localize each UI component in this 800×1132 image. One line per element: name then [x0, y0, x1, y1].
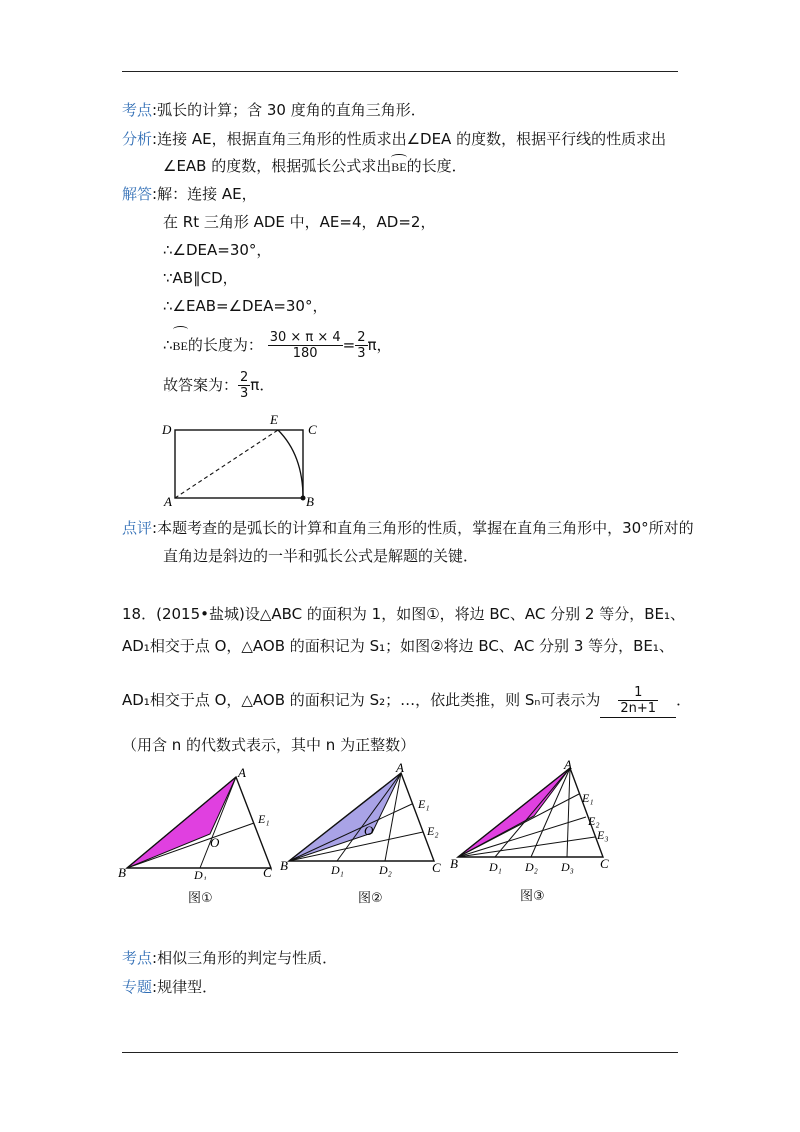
fig2-label-a: A [396, 762, 404, 775]
fig2-label-b: B [280, 858, 288, 873]
fenxi-text-2a: ∠EAB 的度数，根据弧长公式求出 [163, 157, 392, 175]
jieda-line-5: ∴∠EAB=∠DEA=30°， [163, 297, 328, 315]
pi-tail: π， [367, 336, 392, 354]
problem-18-line-3-end: ． [676, 691, 692, 709]
fenxi-line-1 [122, 129, 666, 149]
label-a: A [164, 494, 172, 509]
segment-ae [175, 430, 278, 498]
label-e: E [270, 412, 278, 427]
equals-sign: = [342, 336, 356, 354]
fig3-label-b: B [450, 856, 458, 871]
arc-eb [278, 430, 303, 498]
p18-kaodian-label: 考点 [122, 949, 153, 967]
fig2-label-d1: D₁ [331, 863, 344, 877]
fig3-label-d3: D₃ [561, 860, 574, 874]
jieda-text-1: :解：连接 AE， [152, 185, 257, 203]
fig2-label-d2: D₂ [379, 863, 392, 877]
figure-3 [450, 758, 620, 876]
p18-kaodian-line [122, 948, 337, 968]
s-n-fraction [618, 685, 658, 716]
arc-formula-denominator: 180 [268, 345, 343, 361]
fig3-label-c: C [600, 856, 609, 871]
jieda-line-4: ∵AB∥CD， [163, 269, 238, 287]
therefore-symbol: ∴ [163, 336, 173, 354]
s-n-denominator: 2n+1 [620, 701, 657, 716]
fig1-label-b: B [118, 865, 126, 880]
dianping-line-2: 直角边是斜边的一半和弧长公式是解题的关键． [163, 547, 479, 565]
fig3-label-e1: E₁ [582, 791, 594, 805]
zhuanti-text: :规律型． [152, 978, 218, 996]
problem-18-line-1: 18．(2015•盐城)设△ABC 的面积为 1，如图①，将边 BC、AC 分别 2 等分，BE₁、 [122, 605, 686, 623]
figure-2 [280, 762, 450, 877]
answer-numerator: 2 [240, 370, 249, 385]
fenxi-text-1: :连接 AE，根据直角三角形的性质求出∠DEA 的度数，根据平行线的性质求出 [152, 130, 667, 148]
fig1-label-a: A [238, 765, 246, 780]
fig3-label-d2: D₂ [525, 860, 538, 874]
arc-be-symbol-2: BE [173, 326, 188, 363]
caption-fig-3: 图③ [520, 889, 545, 904]
problem-18-line-3 [122, 683, 691, 718]
label-c: C [308, 422, 317, 437]
s-n-numerator: 1 [634, 685, 643, 700]
problem-18-line-4: （用含 n 的代数式表示，其中 n 为正整数） [122, 736, 416, 754]
jieda-line-6 [163, 326, 392, 363]
jieda-label: 解答 [122, 185, 153, 203]
fig2-label-o: O [364, 823, 374, 838]
fig1-label-o: O [210, 835, 220, 850]
answer-fraction [238, 370, 250, 401]
label-d: D [162, 422, 172, 437]
kaodian-label: 考点 [122, 101, 153, 119]
dianping-label: 点评 [122, 519, 153, 537]
answer-prefix: 故答案为： [163, 376, 239, 394]
fig2-label-e2: E₂ [427, 824, 439, 838]
answer-denominator: 3 [240, 386, 249, 401]
p18-zhuanti-line [122, 977, 217, 997]
segment-be1 [458, 794, 579, 857]
fig2-label-c: C [432, 860, 441, 875]
fig3-label-e2: E₂ [588, 814, 600, 828]
figure-1 [118, 765, 283, 880]
jieda-line-2: 在 Rt 三角形 ADE 中，AE=4，AD=2， [163, 213, 436, 231]
problem-18-line-2: AD₁相交于点 O，△AOB 的面积记为 S₁；如图②将边 BC、AC 分别 3 等分，BE₁、 [122, 637, 674, 655]
answer-tail: π． [250, 376, 275, 394]
answer-line [163, 368, 274, 402]
arc-formula-numerator: 30 × π × 4 [269, 330, 341, 345]
kaodian-line [122, 100, 426, 120]
caption-fig-1: 图① [188, 891, 213, 906]
jieda-line-3: ∴∠DEA=30°， [163, 241, 272, 259]
label-b: B [306, 494, 314, 509]
rectangle-abcd [175, 430, 303, 498]
bottom-rule [122, 1052, 678, 1053]
jieda-line-1 [122, 184, 257, 204]
fig3-label-e3: E₃ [597, 828, 609, 842]
p18-kaodian-text: :相似三角形的判定与性质． [152, 949, 338, 967]
fig3-label-d1: D₁ [489, 860, 502, 874]
fig1-label-d1: D₁ [194, 868, 207, 880]
top-rule [122, 71, 678, 72]
result-denominator: 3 [357, 346, 366, 361]
result-fraction [355, 330, 367, 361]
problem-18-line-3-text: AD₁相交于点 O，△AOB 的面积记为 S₂；…，依此类推，则 Sₙ可表示为 [122, 691, 601, 709]
fenxi-line-2 [163, 154, 467, 177]
fig1-label-e1: E₁ [258, 812, 270, 826]
arc-formula-fraction [268, 330, 343, 361]
dianping-text-1: :本题考查的是弧长的计算和直角三角形的性质，掌握在直角三角形中，30°所对的 [152, 519, 694, 537]
fig3-label-a: A [564, 758, 572, 772]
caption-fig-2: 图② [358, 891, 383, 906]
fenxi-text-2b: 的长度． [406, 157, 467, 175]
result-numerator: 2 [357, 330, 366, 345]
kaodian-text: :弧长的计算；含 30 度角的直角三角形． [152, 101, 426, 119]
answer-blank [600, 683, 676, 718]
fig1-label-c: C [263, 865, 272, 880]
point-b-dot [301, 496, 306, 501]
rectangle-arc-diagram [160, 410, 330, 510]
dianping-line-1 [122, 518, 694, 538]
zhuanti-label: 专题 [122, 978, 153, 996]
fig2-label-e1: E₁ [418, 797, 430, 811]
fenxi-label: 分析 [122, 130, 153, 148]
arc-be-symbol: BE [391, 154, 406, 177]
segment-ad3 [567, 768, 570, 857]
arc-length-text: 的长度为： [187, 336, 263, 354]
segment-ad1 [495, 768, 570, 857]
